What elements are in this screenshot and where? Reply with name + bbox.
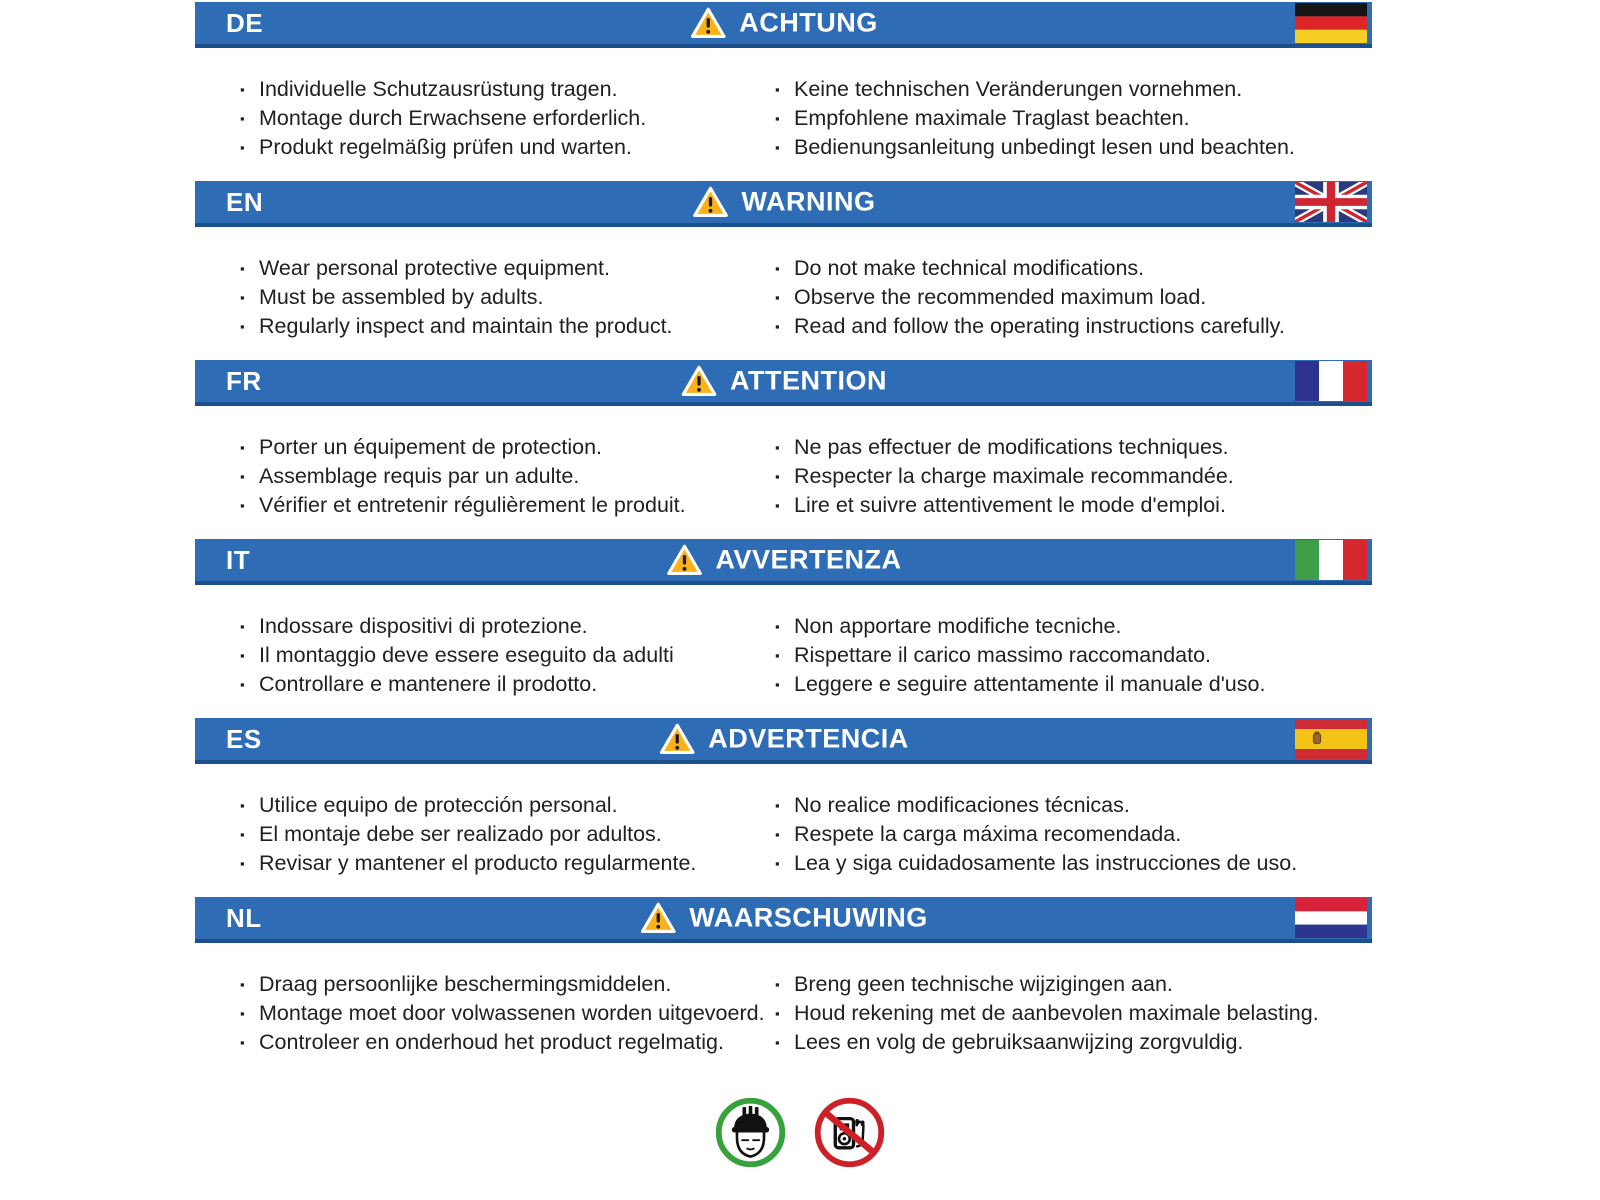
de-flag-icon: [1295, 3, 1367, 43]
instructions-left-column: [195, 75, 775, 162]
instruction-item: ▪ El montaje debe ser realizado por adultos.: [240, 820, 775, 849]
instruction-item: ▪ Observe the recommended maximum load.: [775, 283, 1372, 312]
language-code-label: FR: [226, 365, 262, 396]
instruction-item: ▪ Wear personal protective equipment.: [240, 254, 775, 283]
instructions-columns: [195, 943, 1372, 1076]
instruction-item: ▪ Il montaggio deve essere eseguito da adulti: [240, 641, 775, 670]
instruction-item: ▪ Keine technischen Veränderungen vornehmen.: [775, 75, 1372, 104]
warning-title: WARNING: [741, 186, 876, 217]
language-code-label: NL: [226, 902, 262, 933]
instruction-item: ▪ Revisar y mantener el producto regularmente.: [240, 849, 775, 878]
warning-title-group: [692, 186, 876, 219]
warning-title-group: [689, 7, 878, 40]
warning-triangle-icon: [692, 186, 729, 219]
instructions-left-column: [195, 612, 775, 699]
language-section-de: [195, 2, 1372, 181]
instruction-item: ▪ Breng geen technische wijzigingen aan.: [775, 970, 1372, 999]
warning-title: AVVERTENZA: [715, 544, 902, 575]
section-header-bar: [195, 2, 1372, 48]
instruction-item: ▪ Do not make technical modifications.: [775, 254, 1372, 283]
instructions-right-column: [775, 791, 1372, 878]
section-header-bar: [195, 897, 1372, 943]
instruction-item: ▪ Leggere e seguire attentamente il manuale d'uso.: [775, 670, 1372, 699]
es-flag-icon: [1295, 719, 1367, 759]
language-section-en: [195, 181, 1372, 360]
safety-pictograms-row: [0, 1096, 1600, 1169]
instruction-item: ▪ Bedienungsanleitung unbedingt lesen und beachten.: [775, 133, 1372, 162]
instruction-item: ▪ No realice modificaciones técnicas.: [775, 791, 1372, 820]
warning-title: ADVERTENCIA: [708, 723, 909, 754]
instructions-left-column: [195, 254, 775, 341]
language-section-nl: [195, 897, 1372, 1076]
instruction-item: ▪ Houd rekening met de aanbevolen maximale belasting.: [775, 999, 1372, 1028]
instruction-item: ▪ Controllare e mantenere il prodotto.: [240, 670, 775, 699]
warning-triangle-icon: [639, 902, 676, 935]
no-media-player-sign-icon: [813, 1096, 886, 1169]
instruction-item: ▪ Individuelle Schutzausrüstung tragen.: [240, 75, 775, 104]
warning-triangle-icon: [689, 7, 726, 40]
instruction-item: ▪ Ne pas effectuer de modifications techniques.: [775, 433, 1372, 462]
section-header-bar: [195, 718, 1372, 764]
language-section-es: [195, 718, 1372, 897]
instructions-columns: [195, 227, 1372, 360]
instruction-item: ▪ Utilice equipo de protección personal.: [240, 791, 775, 820]
gb-flag-icon: [1295, 182, 1367, 222]
instructions-right-column: [775, 75, 1372, 162]
instruction-item: ▪ Rispettare il carico massimo raccomandato.: [775, 641, 1372, 670]
instruction-item: ▪ Lees en volg de gebruiksaanwijzing zorgvuldig.: [775, 1028, 1372, 1057]
instructions-columns: [195, 764, 1372, 897]
instruction-item: ▪ Assemblage requis par un adulte.: [240, 462, 775, 491]
instructions-right-column: [775, 612, 1372, 699]
instructions-left-column: [195, 433, 775, 520]
instruction-item: ▪ Controleer en onderhoud het product regelmatig.: [240, 1028, 775, 1057]
warning-triangle-icon: [665, 544, 702, 577]
warning-title: WAARSCHUWING: [689, 902, 928, 933]
instructions-right-column: [775, 254, 1372, 341]
language-code-label: EN: [226, 186, 264, 217]
instructions-columns: [195, 48, 1372, 181]
instructions-left-column: [195, 970, 775, 1057]
instruction-item: ▪ Read and follow the operating instructions carefully.: [775, 312, 1372, 341]
instruction-item: ▪ Porter un équipement de protection.: [240, 433, 775, 462]
it-flag-icon: [1295, 540, 1367, 580]
warning-triangle-icon: [658, 723, 695, 756]
warning-title-group: [665, 544, 901, 577]
language-section-it: [195, 539, 1372, 718]
warning-title: ATTENTION: [730, 365, 887, 396]
instruction-item: ▪ Lire et suivre attentivement le mode d'emploi.: [775, 491, 1372, 520]
instruction-item: ▪ Must be assembled by adults.: [240, 283, 775, 312]
instruction-item: ▪ Lea y siga cuidadosamente las instrucciones de uso.: [775, 849, 1372, 878]
warning-title: ACHTUNG: [739, 7, 878, 38]
nl-flag-icon: [1295, 898, 1367, 938]
instruction-item: ▪ Montage moet door volwassenen worden uitgevoerd.: [240, 999, 775, 1028]
warning-title-group: [639, 902, 927, 935]
instruction-item: ▪ Non apportare modifiche tecniche.: [775, 612, 1372, 641]
instructions-right-column: [775, 433, 1372, 520]
instruction-item: ▪ Montage durch Erwachsene erforderlich.: [240, 104, 775, 133]
instructions-left-column: [195, 791, 775, 878]
warning-triangle-icon: [680, 365, 717, 398]
instruction-item: ▪ Respecter la charge maximale recommandée.: [775, 462, 1372, 491]
section-header-bar: [195, 181, 1372, 227]
language-code-label: DE: [226, 7, 264, 38]
instruction-item: ▪ Regularly inspect and maintain the product.: [240, 312, 775, 341]
language-section-fr: [195, 360, 1372, 539]
instruction-item: ▪ Respete la carga máxima recomendada.: [775, 820, 1372, 849]
instructions-columns: [195, 585, 1372, 718]
fr-flag-icon: [1295, 361, 1367, 401]
section-header-bar: [195, 360, 1372, 406]
instruction-item: ▪ Empfohlene maximale Traglast beachten.: [775, 104, 1372, 133]
warning-sections-container: [195, 2, 1372, 1076]
language-code-label: IT: [226, 544, 251, 575]
instruction-item: ▪ Indossare dispositivi di protezione.: [240, 612, 775, 641]
wear-helmet-sign-icon: [714, 1096, 787, 1169]
instructions-columns: [195, 406, 1372, 539]
warning-title-group: [658, 723, 909, 756]
instruction-item: ▪ Vérifier et entretenir régulièrement le produit.: [240, 491, 775, 520]
instruction-item: ▪ Draag persoonlijke beschermingsmiddelen.: [240, 970, 775, 999]
warning-title-group: [680, 365, 887, 398]
language-code-label: ES: [226, 723, 262, 754]
instruction-item: ▪ Produkt regelmäßig prüfen und warten.: [240, 133, 775, 162]
section-header-bar: [195, 539, 1372, 585]
instructions-right-column: [775, 970, 1372, 1057]
